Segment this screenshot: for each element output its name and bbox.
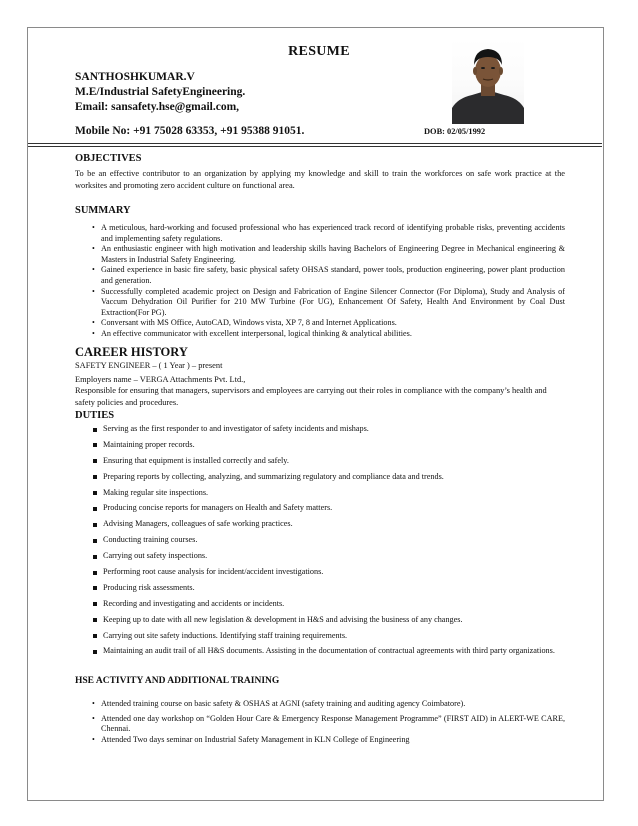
list-item: Serving as the first responder to and investigator of safety incidents and mishaps. — [75, 424, 565, 435]
career-role: SAFETY ENGINEER – ( 1 Year ) – present — [75, 361, 223, 370]
candidate-name: SANTHOSHKUMAR.V — [75, 71, 195, 83]
list-item: Ensuring that equipment is installed correctly and safely. — [75, 456, 565, 467]
list-item: • Gained experience in basic fire safety, basic physical safety OHSAS standard, power tools, production engineering, power plant production and generation. — [75, 265, 565, 286]
list-item: Carrying out safety inspections. — [75, 551, 565, 562]
career-responsibility: Responsible for ensuring that managers, supervisors and employees are carrying out their roles in compliance with the company’s health and safety policies and procedures. — [75, 386, 547, 407]
list-item: • Successfully completed academic project on Design and Fabrication of Engine Silencer Connector (For Diploma), Study and Analysis of Vaccum Dehydration Oil Purifier for 210 MW Turbine (For UG), Enhancement Of Safety, Health And Environment by Coal Dust Extraction(For PG). — [75, 287, 565, 319]
duties-heading: DUTIES — [75, 410, 115, 421]
list-item: • Attended training course on basic safety & OSHAS at AGNI (safety training and auditing agency Coimbatore). — [75, 699, 565, 710]
list-item: Performing root cause analysis for incident/accident investigations. — [75, 567, 565, 578]
list-item: Producing risk assessments. — [75, 583, 565, 594]
list-item: • Attended one day workshop on “Golden Hour Care & Emergency Response Management Programme” (FIRST AID) in ALERT-WE CARE, Chennai. — [75, 714, 565, 735]
list-item: Maintaining proper records. — [75, 440, 565, 451]
list-item: • An enthusiastic engineer with high motivation and leadership skills having Bachelors of Engineering Degree in Mechanical engineering & Masters in Industrial Safety Engineering. — [75, 244, 565, 265]
portrait-image — [452, 38, 524, 124]
candidate-dob: DOB: 02/05/1992 — [424, 127, 486, 136]
header-divider — [28, 143, 602, 144]
list-item: Recording and investigating and accidents or incidents. — [75, 599, 565, 610]
duties-list — [75, 424, 565, 657]
list-item: Carrying out site safety inductions. Identifying staff training requirements. — [75, 631, 565, 642]
list-item: Making regular site inspections. — [75, 488, 565, 499]
career-employer: Employers name – VERGA Attachments Pvt. Ltd., — [75, 375, 246, 384]
objectives-text: To be an effective contributor to an organization by applying my knowledge and skill to train the workforces on safe work practice at the worksites and promoting zero accident culture on functional area. — [75, 169, 565, 190]
list-item: Advising Managers, colleagues of safe working practices. — [75, 519, 565, 530]
candidate-degree: M.E/Industrial SafetyEngineering. — [75, 86, 246, 98]
summary-heading: SUMMARY — [75, 205, 131, 216]
header-divider-double — [28, 146, 602, 147]
objectives-heading: OBJECTIVES — [75, 153, 142, 164]
summary-list — [75, 223, 565, 340]
resume-title: RESUME — [288, 44, 350, 59]
list-item: • Attended Two days seminar on Industrial Safety Management in KLN College of Engineering — [75, 735, 565, 746]
list-item: Keeping up to date with all new legislation & development in H&S and advising the business of any changes. — [75, 615, 565, 626]
list-item: Conducting training courses. — [75, 535, 565, 546]
list-item: Producing concise reports for managers on Health and Safety matters. — [75, 503, 565, 514]
list-item: • An effective communicator with excellent interpersonal, logical thinking & analytical abilities. — [75, 329, 565, 340]
candidate-mobile: Mobile No: +91 75028 63353, +91 95388 91051. — [75, 125, 305, 137]
list-item: Maintaining an audit trail of all H&S documents. Assisting in the documentation of contractual agreements with third party organizations. — [75, 646, 565, 657]
candidate-email: Email: sansafety.hse@gmail.com, — [75, 101, 240, 113]
list-item: Preparing reports by collecting, analyzing, and summarizing regulatory and compliance data and trends. — [75, 472, 565, 483]
career-history-heading: CAREER HISTORY — [75, 345, 188, 359]
hse-list — [75, 699, 565, 745]
list-item: • Conversant with MS Office, AutoCAD, Windows vista, XP 7, 8 and Internet Applications. — [75, 318, 565, 329]
profile-photo — [452, 38, 524, 124]
list-item: • A meticulous, hard-working and focused professional who has experienced track record of identifying probable risks, preventing accidents and implementing safety regulations. — [75, 223, 565, 244]
hse-heading: HSE ACTIVITY AND ADDITIONAL TRAINING — [75, 676, 280, 686]
